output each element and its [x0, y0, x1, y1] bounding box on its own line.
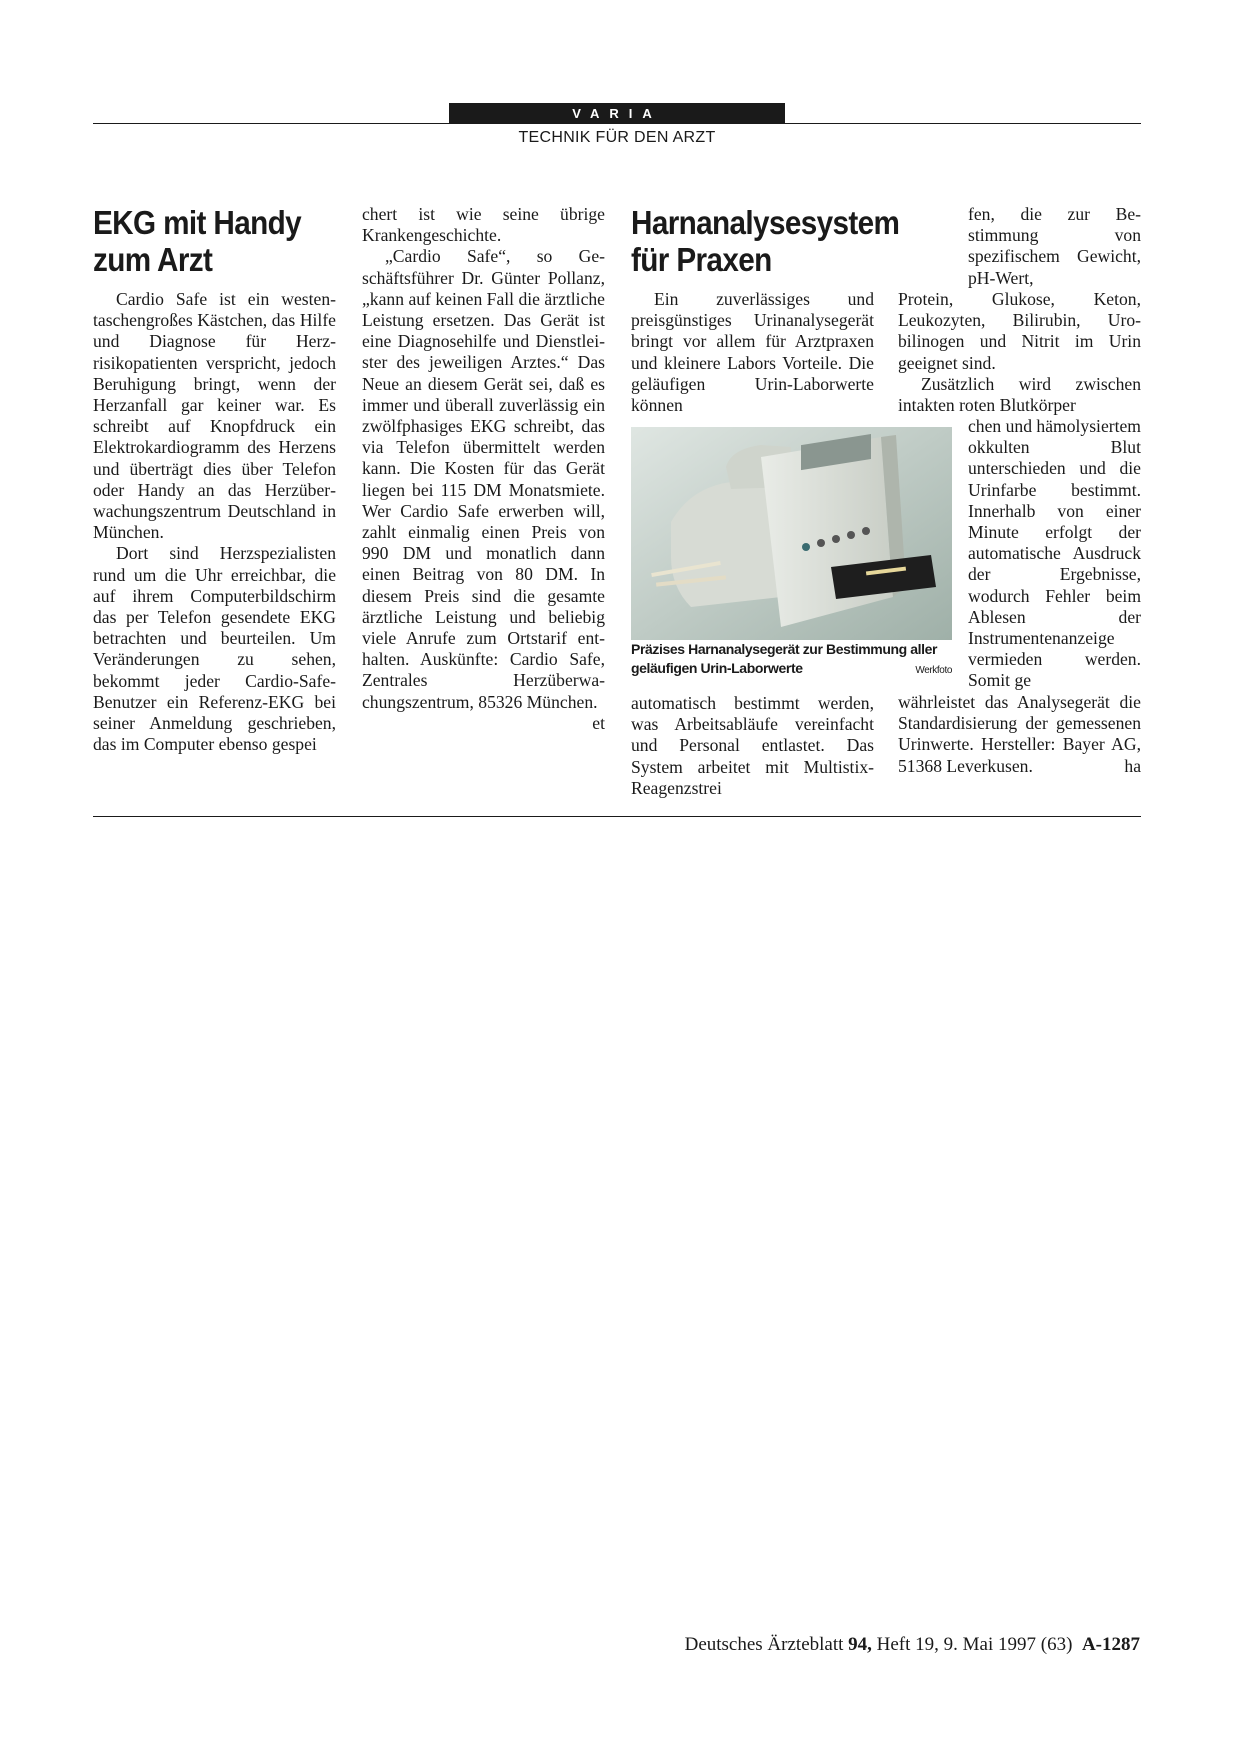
- urine-analyzer-illustration: [631, 427, 952, 640]
- article2-signature: ha: [1124, 755, 1141, 776]
- caption-text: Präzises Harnanalysegerät zur Bestimmung aller geläufigen Urin-Laborwerte: [631, 641, 938, 676]
- page-footer: [560, 1634, 1140, 1656]
- article2-headline-line1: Harnanalysesystem: [631, 204, 900, 241]
- article1-column-2: [362, 204, 605, 734]
- article1-column-1: [93, 289, 336, 755]
- article1-paragraph: Cardio Safe ist ein westentaschengroßes Kästchen, das Hilfe und Diagnose für Herzrisikopatienten verspricht, jedoch Beruhigung bringt, wenn der Herzanfall gar keiner war. Es schreibt auf Knopfdruck ein Elektrokardiogramm des Herzens und überträgt dies über Telefon oder Handy an das Herzüberwachungszentrum Deutschland in München.: [93, 289, 336, 543]
- article2-paragraph: [898, 692, 1141, 777]
- article1-paragraph: chert ist wie seine übrige Krankengeschichte.: [362, 204, 605, 246]
- article2-paragraph: automatisch bestimmt werden, was Arbeitsabläufe vereinfacht und Personal entlastet. Das System arbeitet mit Multistix-Reagenzstrei: [631, 693, 874, 798]
- article2-paragraph: Zusätzlich wird zwischen intakten roten Blutkörper: [898, 373, 1141, 416]
- article2-column-1-top: [631, 289, 874, 416]
- article1-paragraph: [362, 246, 605, 733]
- header-rule: [93, 123, 1141, 124]
- article1-signature: et: [592, 712, 605, 733]
- journal-name: Deutsches Ärzteblatt: [684, 1634, 844, 1655]
- article1-headline-line1: EKG mit Handy: [93, 204, 301, 241]
- article2-column-2-top-narrow: [968, 204, 1141, 289]
- article2-paragraph: fen, die zur Bestimmung von spezifischem Gewicht, pH-Wert,: [968, 204, 1141, 288]
- article1-headline: [93, 204, 353, 278]
- article2-column-2-middle: [898, 289, 1141, 416]
- article2-headline-line2: für Praxen: [631, 241, 772, 278]
- article2-headline: [631, 204, 961, 278]
- article2-paragraph: Protein, Glukose, Keton, Leukozyten, Bilirubin, Urobilinogen und Nitrit im Urin geeignet sind.: [898, 289, 1141, 373]
- article2-column-1-bottom: [631, 693, 874, 799]
- photo-credit: Werkfoto: [915, 665, 952, 676]
- volume-number: 94,: [848, 1634, 872, 1655]
- article1-headline-line2: zum Arzt: [93, 241, 213, 278]
- article2-paragraph-text: währleistet das Analysegerät die Standardisierung der gemessenen Urinwerte. Hersteller: Bayer AG, 51368 Leverkusen.: [898, 692, 1141, 776]
- photo-caption: [631, 640, 952, 680]
- article1-paragraph: Dort sind Herzspezialisten rund um die Uhr erreichbar, die auf ihrem Computerbildschirm das per Telefon gesendete EKG betrachten und beurteilen. Um Veränderungen zu sehen, bekommt jeder Cardio-Safe-Benutzer ein Referenz-EKG bei seiner Anmeldung geschrieben, das im Computer ebenso gespei: [93, 543, 336, 755]
- article1-paragraph-text: „Cardio Safe“, so Geschäftsführer Dr. Günter Pollanz, „kann auf keinen Fall die ärztliche Leistung ersetzen. Das Gerät ist eine Diagnosehilfe und Dienstleister des jeweiligen Arztes.“ Das Neue an diesem Gerät sei, daß es immer und überall zuverlässig ein zwölfphasiges EKG schreibt, das via Telefon übermittelt werden kann. Die Kosten für das Gerät liegen bei 115 DM Monatsmiete. Wer Cardio Safe erwerben will, zahlt einmalig einen Preis von 990 DM und monatlich dann einen Beitrag von 80 DM. In diesem Preis sind die gesamte ärztliche Leistung und beliebig viele Anrufe zum Ortstarif enthalten. Auskünfte: Cardio Safe, Zentrales Herzüberwachungszentrum, 85326 München.: [362, 246, 605, 712]
- section-bar: VARIA: [449, 103, 785, 124]
- article2-column-2-narrow: [968, 416, 1141, 692]
- article2-paragraph: chen und hämolysiertem okkulten Blut unterschieden und die Urinfarbe bestimmt. Innerhalb von einer Minute erfolgt der automatische Ausdruck der Ergebnisse, wodurch Fehler beim Ablesen der Instrumentenanzeige vermieden werden. Somit ge: [968, 416, 1141, 691]
- section-label: TECHNIK FÜR DEN ARZT: [518, 129, 716, 146]
- page-number: A-1287: [1081, 1634, 1140, 1655]
- article2-paragraph: Ein zuverlässiges und preisgünstiges Urinanalysegerät bringt vor allem für Arztpraxen und kleinere Labors Vorteile. Die geläufigen Urin-Laborwerte können: [631, 289, 874, 416]
- urine-analyzer-photo: [631, 427, 952, 640]
- issue-info: Heft 19, 9. Mai 1997 (63): [876, 1634, 1073, 1655]
- article-bottom-rule: [93, 816, 1141, 817]
- article2-column-2-bottom: [898, 692, 1141, 777]
